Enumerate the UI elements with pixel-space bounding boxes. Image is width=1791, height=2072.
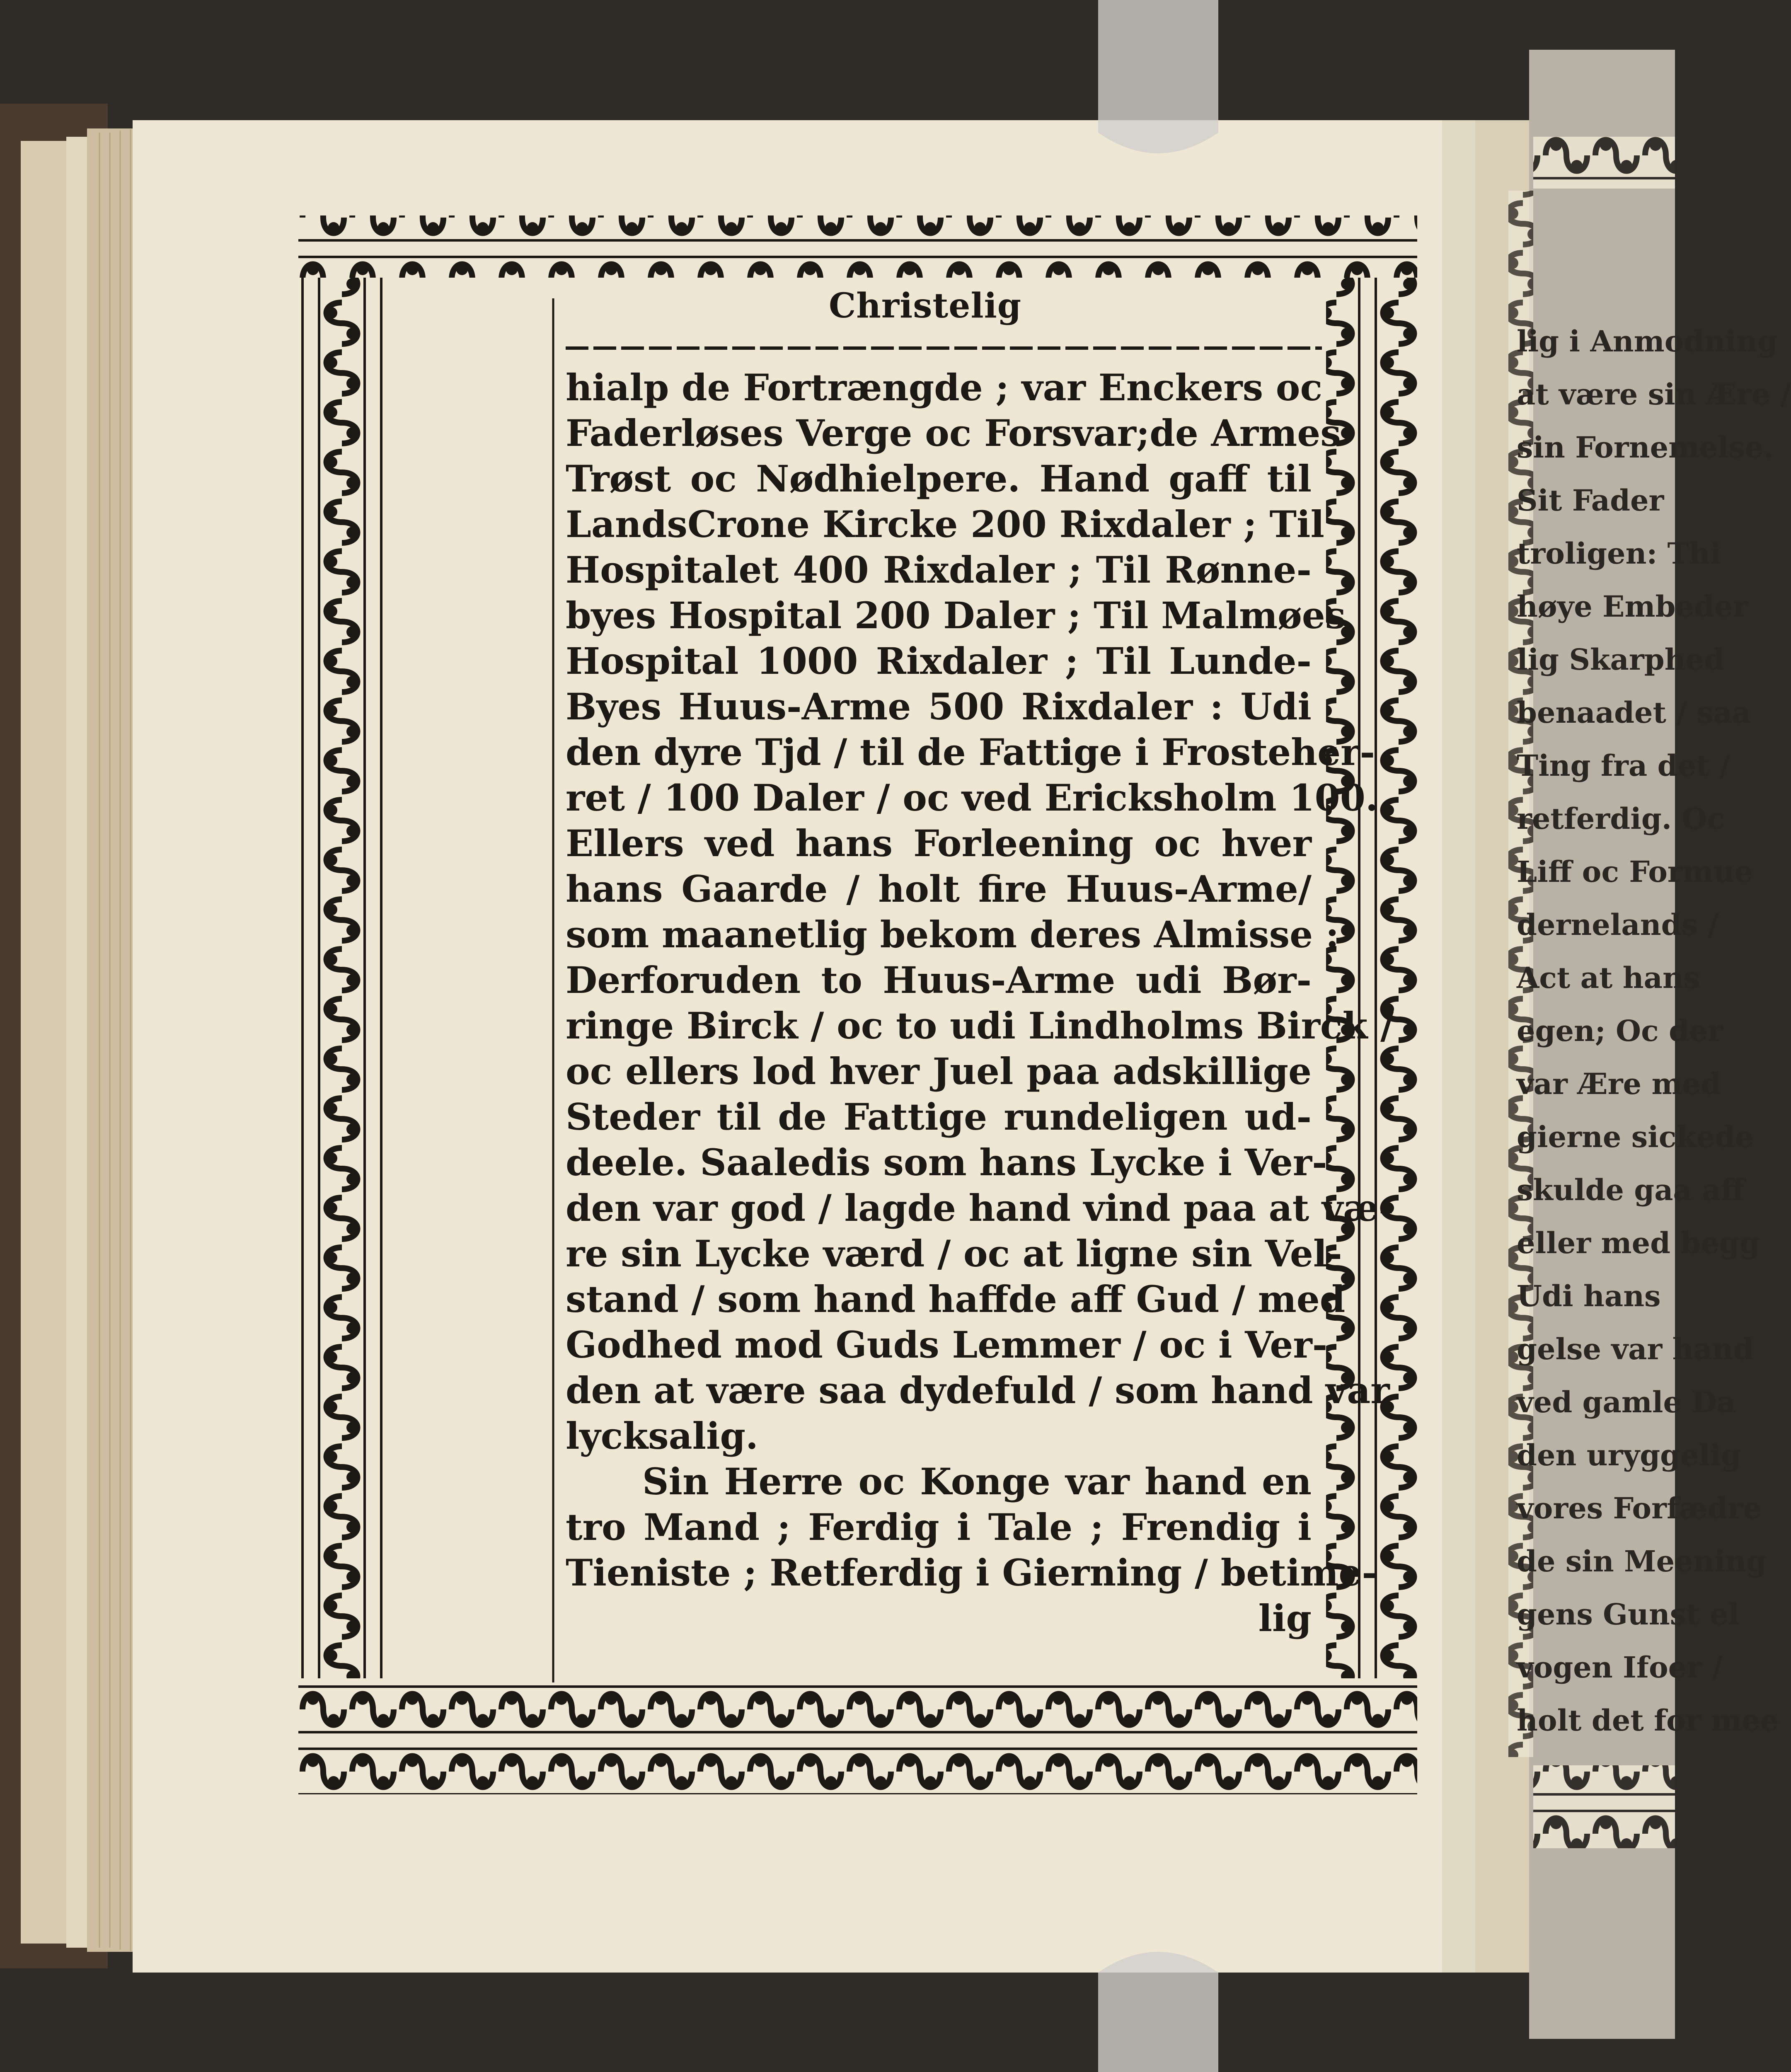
facing-line: vores Forfædre xyxy=(1517,1491,1762,1525)
facing-line: dernelands / xyxy=(1517,908,1718,942)
text-line: den dyre Tjd / til de Fattige i Frosteher- xyxy=(566,731,1375,774)
text-line: re sin Lycke værd / oc at ligne sin Vel- xyxy=(566,1232,1342,1275)
running-head: Christelig xyxy=(829,286,1022,326)
text-line: deele. Saaledis som hans Lycke i Ver- xyxy=(566,1141,1327,1184)
facing-line: benaadet / saa xyxy=(1517,695,1751,730)
text-line: Hospital 1000 Rixdaler ; Til Lunde- xyxy=(566,639,1312,683)
text-line: Ellers ved hans Forleening oc hver xyxy=(566,822,1312,865)
text-line: Hospitalet 400 Rixdaler ; Til Rønne- xyxy=(566,548,1312,591)
facing-line: vogen Ifoer / xyxy=(1517,1650,1723,1685)
text-line: Tieniste ; Retferdig i Gierning / betime- xyxy=(566,1551,1377,1594)
facing-line: holt det for mee xyxy=(1517,1703,1779,1738)
text-line: ringe Birck / oc to udi Lindholms Birck / xyxy=(566,1004,1394,1047)
text-line: Trøst oc Nødhielpere. Hand gaff til xyxy=(566,457,1312,500)
text-line: ret / 100 Daler / oc ved Ericksholm 100. xyxy=(566,776,1378,819)
facing-line: lig Skarphed xyxy=(1517,642,1725,677)
text-line: lycksalig. xyxy=(566,1414,758,1457)
facing-line: retferdig. Oc xyxy=(1517,801,1725,836)
text-line: hans Gaarde / holt fire Huus-Arme/ xyxy=(566,867,1312,910)
text-line: oc ellers lod hver Juel paa adskillige xyxy=(566,1050,1312,1093)
catchword: lig xyxy=(1258,1597,1312,1640)
text-line: Derforuden to Huus-Arme udi Bør- xyxy=(566,959,1312,1002)
text-line: som maanetlig bekom deres Almisse : xyxy=(566,913,1339,956)
facing-line: Act at hans xyxy=(1517,961,1700,995)
facing-line: gelse var hand xyxy=(1517,1332,1754,1366)
text-line: stand / som hand haffde aff Gud / med xyxy=(566,1278,1346,1321)
facing-line: høye Embeder xyxy=(1517,589,1748,624)
facing-line: de sin Meening xyxy=(1517,1544,1767,1578)
facing-line: lig i Anmodning xyxy=(1517,324,1778,358)
facing-line: den uryggelig xyxy=(1517,1438,1741,1472)
facing-line: gierne sickede xyxy=(1517,1120,1754,1154)
facing-line: ved gamle Da xyxy=(1517,1385,1736,1419)
facing-line: eller med begg xyxy=(1517,1226,1760,1260)
text-line: tro Mand ; Ferdig i Tale ; Frendig i xyxy=(566,1506,1312,1549)
text-line: Sin Herre oc Konge var hand en xyxy=(642,1460,1312,1503)
facing-line: Udi hans xyxy=(1517,1279,1661,1313)
text-line: byes Hospital 200 Daler ; Til Malmøes xyxy=(566,594,1346,637)
text-line: hialp de Fortrængde ; var Enckers oc xyxy=(566,366,1323,409)
text-line: Byes Huus-Arme 500 Rixdaler : Udi xyxy=(566,685,1312,728)
facing-line: Ting fra det / xyxy=(1517,748,1730,783)
text-line: den at være saa dydefuld / som hand var xyxy=(566,1369,1390,1412)
facing-line: Liff oc Formue xyxy=(1517,854,1753,889)
text-line: LandsCrone Kircke 200 Rixdaler ; Til xyxy=(566,503,1324,546)
facing-line: egen; Oc der xyxy=(1517,1014,1723,1048)
facing-line: at være sin Ære / xyxy=(1517,377,1791,411)
facing-line: sin Fornemelse. xyxy=(1517,430,1774,465)
facing-line: skulde gaa aff xyxy=(1517,1173,1745,1207)
facing-line: Sit Fader xyxy=(1517,483,1664,518)
text-line: den var god / lagde hand vind paa at væ- xyxy=(566,1186,1394,1230)
facing-line: gens Gunst el xyxy=(1517,1597,1739,1631)
facing-line: var Ære med xyxy=(1517,1067,1721,1101)
text-line: Steder til de Fattige rundeligen ud- xyxy=(566,1095,1312,1138)
text-line: Godhed mod Guds Lemmer / oc i Ver- xyxy=(566,1323,1328,1366)
text-line: Faderløses Verge oc Forsvar;de Armes xyxy=(566,411,1341,455)
facing-line: troligen: Thi xyxy=(1517,536,1721,571)
